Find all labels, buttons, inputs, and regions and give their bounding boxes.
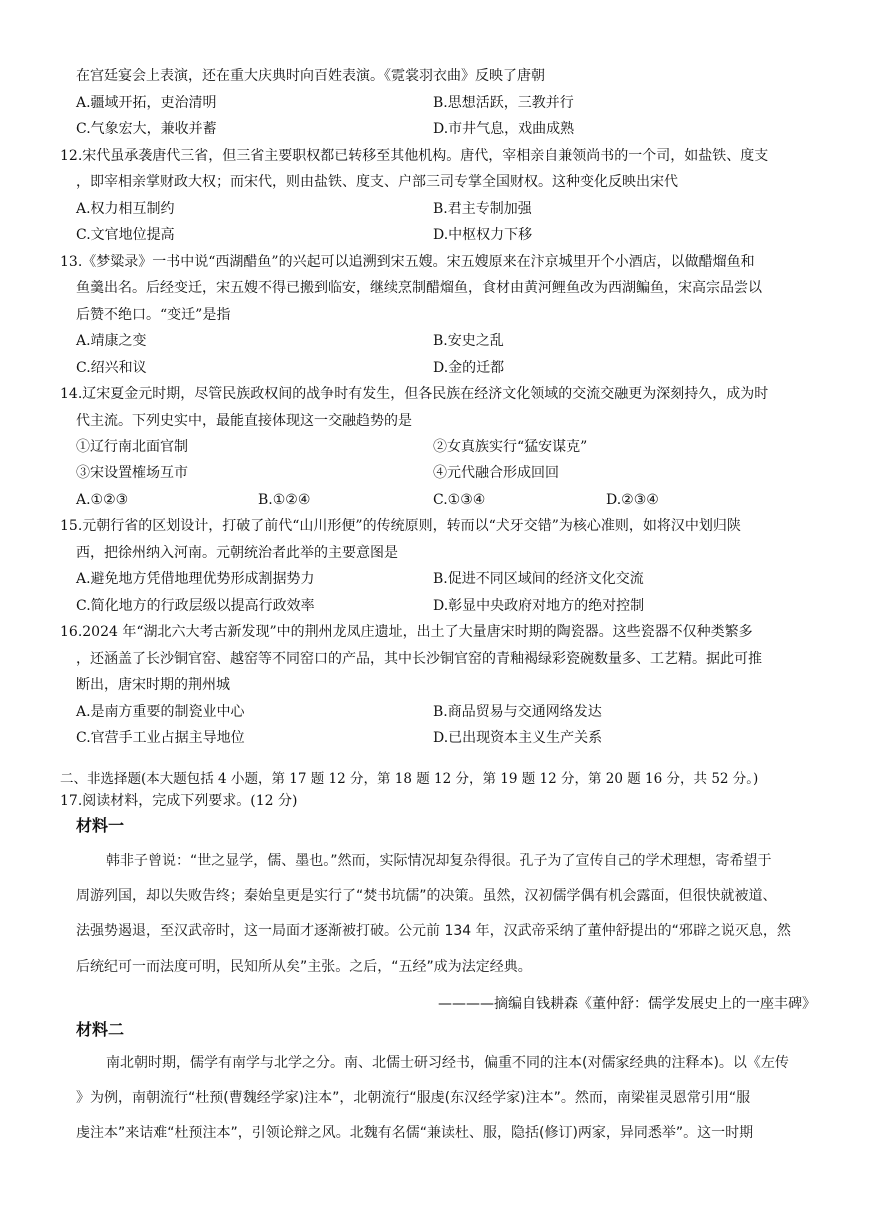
q13-option-c: C.绍兴和议 [76, 360, 147, 376]
q14-option-d: D.②③④ [606, 492, 659, 508]
section-heading: 二、非选择题(本大题包括 4 小题，第 17 题 12 分，第 18 题 12 分，第 19 题 12 分，第 20 题 16 分，共 52 分。) [60, 771, 759, 787]
q16-option-a: A.是南方重要的制瓷业中心 [76, 704, 245, 720]
q16-stem-line3: 断出，唐宋时期的荆州城 [76, 677, 230, 693]
q15-option-c: C.简化地方的行政层级以提高行政效率 [76, 598, 315, 614]
q11-option-a: A.疆域开拓，吏治清明 [76, 95, 217, 111]
q12-option-a: A.权力相互制约 [76, 201, 175, 217]
q13-option-d: D.金的迁都 [433, 360, 505, 376]
q14-item-4: ④元代融合形成回回 [433, 465, 559, 481]
q14-option-a: A.①②③ [76, 492, 129, 508]
q14-item-3: ③宋设置榷场互市 [76, 465, 188, 481]
q12-stem-line1: 12.宋代虽承袭唐代三省，但三省主要职权都已转移至其他机构。唐代，宰相亲自兼领尚书的一个司，如盐铁、度支 [60, 148, 769, 164]
q14-stem-line1: 14.辽宋夏金元时期，尽管民族政权间的战争时有发生，但各民族在经济文化领域的交流交融更为深刻持久，成为时 [60, 386, 769, 402]
q11-option-b: B.思想活跃，三教并行 [433, 95, 574, 111]
q16-stem-line1: 16.2024 年“湖北六大考古新发现”中的荆州龙凤庄遗址，出土了大量唐宋时期的陶瓷器。这些瓷器不仅种类繁多 [60, 624, 753, 640]
material1-line: 法强势遏退，至汉武帝时，这一局面才逐渐被打破。公元前 134 年，汉武帝采纳了董仲舒提出的“邪辟之说灭息，然 [76, 923, 791, 939]
material1-line: 周游列国，却以失败告终；秦始皇更是实行了“焚书坑儒”的决策。虽然，汉初儒学偶有机会露面，但很快就被道、 [76, 888, 777, 904]
material1-line: 后统纪可一而法度可明，民知所从矣”主张。之后，“五经”成为法定经典。 [76, 959, 532, 975]
q13-stem-line2: 鱼羹出名。后经变迁，宋五嫂不得已搬到临安，继续烹制醋熘鱼，食材由黄河鲤鱼改为西湖鳊鱼，宋高宗品尝以 [76, 280, 762, 296]
q16-stem-line2: ，还涵盖了长沙铜官窑、越窑等不同窑口的产品，其中长沙铜官窑的青釉褐绿彩瓷碗数量多、工艺精。据此可推 [76, 651, 762, 667]
q13-option-a: A.靖康之变 [76, 333, 147, 349]
q15-option-a: A.避免地方凭借地理优势形成割据势力 [76, 571, 315, 587]
q16-option-b: B.商品贸易与交通网络发达 [433, 704, 602, 720]
q14-stem-line2: 代主流。下列史实中，最能直接体现这一交融趋势的是 [76, 413, 412, 429]
q11-stem-cont: 在宫廷宴会上表演，还在重大庆典时向百姓表演。《霓裳羽衣曲》反映了唐朝 [76, 68, 545, 84]
q13-option-b: B.安史之乱 [433, 333, 504, 349]
material2-line: 南北朝时期，儒学有南学与北学之分。南、北儒士研习经书，偏重不同的注本(对儒家经典的注释本)。以《左传 [106, 1055, 789, 1071]
q12-option-d: D.中枢权力下移 [433, 227, 533, 243]
q11-option-d: D.市井气息，戏曲成熟 [433, 121, 575, 137]
q14-item-1: ①辽行南北面官制 [76, 439, 188, 455]
q12-stem-line2: ，即宰相亲掌财政大权；而宋代，则由盐铁、度支、户部三司专掌全国财权。这种变化反映出宋代 [76, 174, 678, 190]
material2-line: 》为例，南朝流行“杜预(曹魏经学家)注本”，北朝流行“服虔(东汉经学家)注本”。然而，南梁崔灵恩常引用“服 [76, 1090, 751, 1106]
material1-source: ————摘编自钱耕森《董仲舒：儒学发展史上的一座丰碑》 [438, 996, 816, 1012]
q15-stem-line1: 15.元朝行省的区划设计，打破了前代“山川形便”的传统原则，转而以“犬牙交错”为核心准则，如将汉中划归陕 [60, 518, 741, 534]
q15-option-d: D.彰显中央政府对地方的绝对控制 [433, 598, 645, 614]
q11-option-c: C.气象宏大，兼收并蓄 [76, 121, 217, 137]
q15-stem-line2: 西，把徐州纳入河南。元朝统治者此举的主要意图是 [76, 545, 398, 561]
q14-item-2: ②女真族实行“猛安谋克” [433, 439, 588, 455]
q14-option-c: C.①③④ [433, 492, 486, 508]
material2-title: 材料二 [76, 1020, 125, 1039]
material2-line: 虔注本”来诘难“杜预注本”，引领论辩之风。北魏有名儒“兼读杜、服，隐括(修订)两家，异同悉举”。这一时期 [76, 1125, 754, 1141]
q16-option-c: C.官营手工业占据主导地位 [76, 730, 245, 746]
q14-option-b: B.①②④ [258, 492, 311, 508]
q16-option-d: D.已出现资本主义生产关系 [433, 730, 603, 746]
material1-title: 材料一 [76, 816, 125, 835]
material1-line: 韩非子曾说：“世之显学，儒、墨也。”然而，实际情况却复杂得很。孔子为了宣传自己的学术理想，寄希望于 [106, 853, 772, 869]
q15-option-b: B.促进不同区域间的经济文化交流 [433, 571, 644, 587]
q12-option-b: B.君主专制加强 [433, 201, 532, 217]
q13-stem-line1: 13.《梦粱录》一书中说“西湖醋鱼”的兴起可以追溯到宋五嫂。宋五嫂原来在汴京城里开个小酒店，以做醋熘鱼和 [60, 254, 755, 270]
q17-stem: 17.阅读材料，完成下列要求。(12 分) [60, 793, 298, 809]
q13-stem-line3: 后赞不绝口。“变迁”是指 [76, 307, 231, 323]
q12-option-c: C.文官地位提高 [76, 227, 175, 243]
